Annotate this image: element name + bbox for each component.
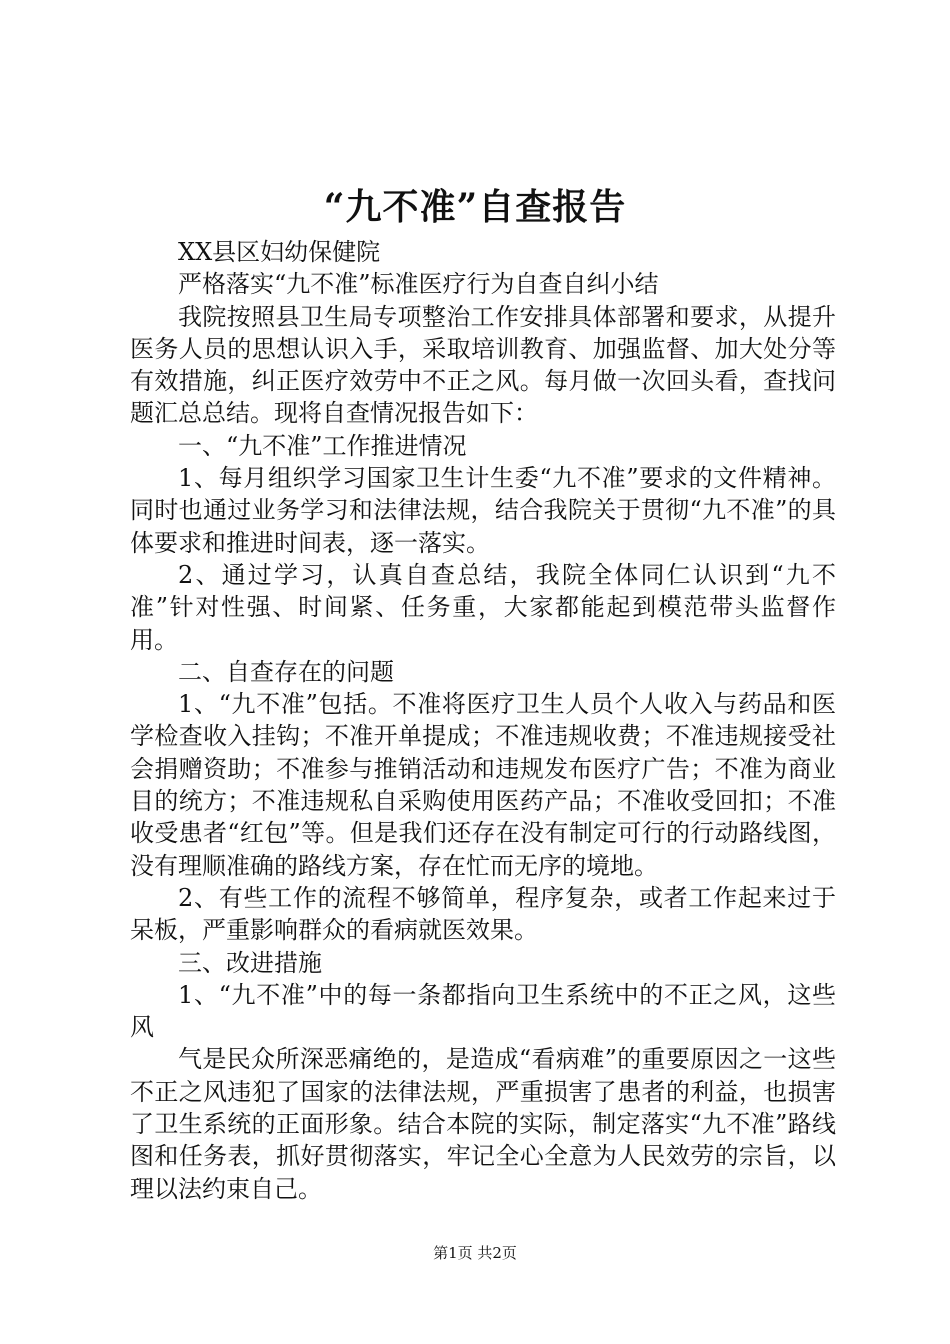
- paragraph-subtitle: 严格落实“九不准”标准医疗行为自查自纠小结: [178, 270, 659, 299]
- page-number: 第1页 共2页: [433, 1244, 517, 1262]
- paragraph-3-1-continued: 气是民众所深恶痛绝的，是造成“看病难”的重要原因之一这些不正之风违犯了国家的法律法规，严重损害了患者的利益，也损害了卫生系统的正面形象。结合本院的实际，制定落实“九不准”路线图和任务表，抓好贯彻落实，牢记全心全意为人民效劳的宗旨，以理以法约束自己。: [130, 1045, 836, 1203]
- paragraph-1-1: 1、每月组织学习国家卫生计生委“九不准”要求的文件精神。同时也通过业务学习和法律法规，结合我院关于贯彻“九不准”的具体要求和推进时间表，逐一落实。: [130, 464, 836, 557]
- document-body: [130, 236, 836, 1205]
- paragraph-1-2: 2、通过学习，认真自查总结，我院全体同仁认识到“九不准”针对性强、时间紧、任务重，大家都能起到模范带头监督作用。: [130, 560, 836, 654]
- paragraph-3-1: 1、“九不准”中的每一条都指向卫生系统中的不正之风，这些风: [130, 980, 836, 1042]
- section-heading-3: 三、改进措施: [178, 948, 322, 977]
- document-title: “九不准”自查报告: [323, 186, 627, 228]
- paragraph-intro: 我院按照县卫生局专项整治工作安排具体部署和要求，从提升医务人员的思想认识入手，采取培训教育、加强监督、加大处分等有效措施，纠正医疗效劳中不正之风。每月做一次回头看，查找问题汇总总结。现将自查情况报告如下：: [130, 302, 836, 428]
- paragraph-organization: XX县区妇幼保健院: [178, 238, 381, 266]
- section-heading-1: 一、“九不准”工作推进情况: [178, 431, 467, 460]
- paragraph-2-2: 2、有些工作的流程不够简单，程序复杂，或者工作起来过于呆板，严重影响群众的看病就医效果。: [130, 883, 836, 945]
- paragraph-2-1: 1、“九不准”包括。不准将医疗卫生人员个人收入与药品和医学检查收入挂钩；不准开单提成；不准违规收费；不准违规接受社会捐赠资助；不准参与推销活动和违规发布医疗广告；不准为商业目的统方；不准违规私自采购使用医药产品；不准收受回扣；不准收受患者“红包”等。但是我们还存在没有制定可行的行动路线图，没有理顺准确的路线方案，存在忙而无序的境地。: [130, 690, 836, 880]
- section-heading-2: 二、自查存在的问题: [178, 657, 394, 686]
